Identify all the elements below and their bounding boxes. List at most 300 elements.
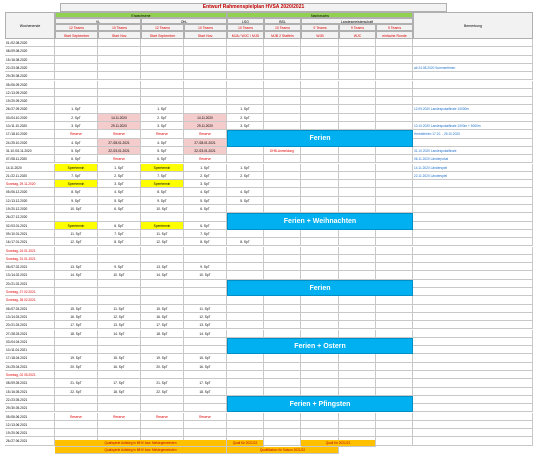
note-cell: 06.11.2020 Länderpokal <box>413 155 533 163</box>
week-cell: 14.11.2020 <box>5 164 55 172</box>
note-cell <box>413 404 533 412</box>
week-cell: Sonntag, 28.02.2021 <box>5 296 55 304</box>
schedule-cell <box>339 97 376 105</box>
week-cell: Sonntag, 31.01.2021 <box>5 255 55 263</box>
schedule-cell <box>227 330 264 338</box>
schedule-cell <box>301 371 339 379</box>
note-cell: 31.10.2020 Landespokalfinale <box>413 147 533 155</box>
week-cell: 05./06.09.2020 <box>5 81 55 89</box>
schedule-cell <box>98 64 141 72</box>
schedule-cell <box>339 371 376 379</box>
week-cell: 31.10./01.11.2020 <box>5 147 55 155</box>
schedule-cell <box>264 188 301 196</box>
schedule-cell <box>98 346 141 354</box>
week-cell: 26./27.12.2020 <box>5 213 55 221</box>
schedule-cell: 11. SpT <box>55 230 98 238</box>
schedule-cell <box>376 105 413 113</box>
schedule-cell: 13. SpT <box>55 263 98 271</box>
sheet-title-bar <box>60 3 447 12</box>
ferien-band: Ferien <box>227 280 413 297</box>
schedule-cell <box>376 271 413 279</box>
schedule-cell <box>339 388 376 396</box>
schedule-cell <box>339 263 376 271</box>
schedule-cell <box>339 313 376 321</box>
schedule-cell <box>184 421 227 429</box>
schedule-cell <box>55 255 98 263</box>
schedule-cell <box>339 354 376 362</box>
week-cell: 29./30.08.2020 <box>5 72 55 80</box>
schedule-cell <box>227 180 264 188</box>
schedule-cell <box>141 213 184 221</box>
schedule-cell <box>339 164 376 172</box>
schedule-cell: Sperrtermin <box>141 180 184 188</box>
schedule-cell <box>339 155 376 163</box>
schedule-cell: 12. SpT <box>98 313 141 321</box>
schedule-cell: 22. SpT <box>55 388 98 396</box>
week-cell: 07./08.11.2020 <box>5 155 55 163</box>
week-cell: 03./04.04.2021 <box>5 338 55 346</box>
schedule-cell: Reserve <box>184 130 227 138</box>
schedule-cell <box>227 47 264 55</box>
schedule-cell: 14.11.2020 <box>98 114 141 122</box>
schedule-cell <box>301 321 339 329</box>
schedule-cell <box>376 388 413 396</box>
schedule-cell <box>55 396 98 404</box>
schedule-cell <box>339 64 376 72</box>
schedule-cell <box>376 413 413 421</box>
schedule-cell: 4. SpT <box>55 139 98 147</box>
schedule-cell: 7. SpT <box>55 172 98 180</box>
header-teams-bsl: 10 Teams <box>264 24 301 31</box>
schedule-cell <box>55 421 98 429</box>
week-cell: 06./07.02.2021 <box>5 263 55 271</box>
schedule-cell <box>227 363 264 371</box>
week-cell: 22./23.05.2021 <box>5 396 55 404</box>
schedule-cell <box>301 429 339 437</box>
note-cell <box>413 321 533 329</box>
schedule-cell: 1. SpT <box>55 105 98 113</box>
schedule-cell <box>339 296 376 304</box>
schedule-cell <box>376 180 413 188</box>
header-teams-ohl-2: 10 Teams <box>184 24 227 31</box>
note-cell <box>413 263 533 271</box>
schedule-cell <box>301 379 339 387</box>
schedule-cell <box>55 338 98 346</box>
schedule-cell <box>264 39 301 47</box>
note-cell <box>413 280 533 288</box>
week-cell: 01./02.08.2020 <box>5 39 55 47</box>
schedule-cell <box>376 321 413 329</box>
schedule-cell: Reserve <box>184 155 227 163</box>
schedule-cell <box>264 305 301 313</box>
schedule-cell <box>376 313 413 321</box>
week-cell: 27./28.03.2021 <box>5 330 55 338</box>
schedule-cell: 5. SpT <box>55 147 98 155</box>
schedule-cell: 15. SpT <box>184 354 227 362</box>
schedule-cell <box>55 296 98 304</box>
schedule-cell: Reserve <box>184 413 227 421</box>
schedule-cell <box>264 321 301 329</box>
schedule-cell <box>227 56 264 64</box>
schedule-cell <box>184 39 227 47</box>
schedule-cell <box>264 247 301 255</box>
schedule-cell <box>98 404 141 412</box>
schedule-cell: 19. SpT <box>55 354 98 362</box>
schedule-cell <box>227 429 264 437</box>
schedule-cell: 10. SpT <box>184 271 227 279</box>
schedule-cell <box>141 81 184 89</box>
schedule-cell: 16. SpT <box>55 313 98 321</box>
schedule-cell <box>227 271 264 279</box>
note-cell: ab 24.08.2020 Sommerferien <box>413 64 533 72</box>
schedule-cell <box>376 81 413 89</box>
schedule-cell: Sperrtermin <box>55 222 98 230</box>
week-cell: 19./20.12.2020 <box>5 205 55 213</box>
ferien-band: Ferien + Pfingsten <box>227 396 413 413</box>
note-cell <box>413 330 533 338</box>
schedule-cell <box>55 247 98 255</box>
schedule-cell <box>376 305 413 313</box>
schedule-cell <box>98 338 141 346</box>
schedule-cell <box>55 81 98 89</box>
week-cell: 08./09.05.2021 <box>5 379 55 387</box>
schedule-cell <box>376 164 413 172</box>
schedule-cell <box>376 230 413 238</box>
schedule-cell <box>301 230 339 238</box>
schedule-cell: 17. SpT <box>55 321 98 329</box>
week-cell: 12./13.12.2020 <box>5 197 55 205</box>
schedule-cell <box>98 89 141 97</box>
schedule-cell <box>301 354 339 362</box>
week-cell: Sonntag, 27.02.2021 <box>5 288 55 296</box>
schedule-cell <box>376 122 413 130</box>
header-start-3: Start September <box>141 31 184 39</box>
header-ohl: OhL <box>141 18 227 24</box>
sheet-title: Entwurf Rahmenspielplan HVSA 2020/2021 <box>202 4 305 10</box>
schedule-cell <box>339 230 376 238</box>
schedule-cell <box>141 56 184 64</box>
schedule-cell: 14. SpT <box>141 271 184 279</box>
schedule-cell <box>376 363 413 371</box>
schedule-cell <box>376 172 413 180</box>
schedule-cell: 17. SpT <box>98 379 141 387</box>
schedule-cell <box>264 296 301 304</box>
header-vl: VL <box>55 18 141 24</box>
schedule-cell <box>376 263 413 271</box>
schedule-cell <box>301 105 339 113</box>
schedule-cell <box>376 147 413 155</box>
schedule-cell <box>55 404 98 412</box>
schedule-cell: 22. SpT <box>141 388 184 396</box>
note-cell <box>413 437 533 445</box>
schedule-cell: 13. SpT <box>141 263 184 271</box>
week-cell: 19./20.06.2021 <box>5 429 55 437</box>
schedule-cell <box>301 114 339 122</box>
schedule-cell <box>264 379 301 387</box>
schedule-cell <box>55 89 98 97</box>
week-cell: Sonntag, 24.01.2021 <box>5 247 55 255</box>
schedule-cell <box>376 421 413 429</box>
schedule-cell <box>184 280 227 288</box>
schedule-cell: 21. SpT <box>55 379 98 387</box>
week-cell: 16./17.01.2021 <box>5 238 55 246</box>
schedule-cell <box>141 47 184 55</box>
schedule-cell <box>376 330 413 338</box>
ferien-band: Ferien + Weihnachten <box>227 213 413 230</box>
schedule-cell <box>301 188 339 196</box>
week-cell: 13./14.03.2021 <box>5 313 55 321</box>
note-cell <box>413 230 533 238</box>
schedule-cell: 22./23.01.2021 <box>184 147 227 155</box>
schedule-cell: 12. SpT <box>184 313 227 321</box>
schedule-cell: 16. SpT <box>98 363 141 371</box>
schedule-cell <box>141 404 184 412</box>
note-cell <box>413 354 533 362</box>
schedule-cell <box>301 122 339 130</box>
schedule-cell: 2. SpT <box>55 114 98 122</box>
schedule-cell <box>141 280 184 288</box>
schedule-cell <box>184 296 227 304</box>
schedule-cell: 8. SpT <box>184 238 227 246</box>
schedule-cell: Reserve <box>55 413 98 421</box>
schedule-cell <box>227 413 264 421</box>
schedule-cell <box>301 197 339 205</box>
schedule-cell <box>184 404 227 412</box>
note-cell <box>413 421 533 429</box>
note-cell <box>413 255 533 263</box>
note-cell <box>413 247 533 255</box>
schedule-cell <box>301 271 339 279</box>
schedule-cell <box>227 230 264 238</box>
schedule-cell <box>141 371 184 379</box>
week-cell: 12./13.06.2021 <box>5 421 55 429</box>
schedule-cell: 9. SpT <box>141 197 184 205</box>
schedule-cell: 6. SpT <box>98 205 141 213</box>
schedule-cell <box>227 354 264 362</box>
schedule-cell: 9. SpT <box>98 263 141 271</box>
footer-qualispiele-2: Qualispiele Aufstieg in MHV bzw. Meldegemeinden <box>55 447 227 454</box>
schedule-cell <box>227 371 264 379</box>
schedule-cell <box>376 89 413 97</box>
note-cell <box>413 89 533 97</box>
schedule-cell: 17. SpT <box>141 321 184 329</box>
schedule-cell <box>264 421 301 429</box>
schedule-cell <box>301 363 339 371</box>
schedule-cell: 19. SpT <box>141 354 184 362</box>
note-cell <box>413 371 533 379</box>
note-cell: 14.11.2020 Länderspiel <box>413 164 533 172</box>
schedule-cell <box>376 437 413 445</box>
schedule-cell <box>339 172 376 180</box>
schedule-cell <box>98 56 141 64</box>
schedule-cell <box>264 263 301 271</box>
schedule-cell: 11. SpT <box>184 305 227 313</box>
schedule-cell <box>301 97 339 105</box>
header-start-4: Start Nov. <box>184 31 227 39</box>
schedule-cell <box>339 330 376 338</box>
schedule-cell: 10. SpT <box>55 205 98 213</box>
schedule-cell: Reserve <box>98 130 141 138</box>
week-cell: 09./10.01.2021 <box>5 230 55 238</box>
schedule-cell <box>55 371 98 379</box>
schedule-cell: 5. SpT <box>141 147 184 155</box>
schedule-cell <box>376 247 413 255</box>
schedule-cell <box>141 429 184 437</box>
schedule-cell: 11. SpT <box>98 305 141 313</box>
schedule-cell <box>227 321 264 329</box>
schedule-cell <box>227 39 264 47</box>
schedule-cell <box>339 238 376 246</box>
schedule-cell: Sperrtermin <box>141 164 184 172</box>
footer-qualispiele-1: Qualispiele Aufstieg in MHV bzw. Meldegemeinden <box>55 440 227 447</box>
schedule-cell <box>184 97 227 105</box>
schedule-cell <box>376 114 413 122</box>
schedule-cell <box>184 255 227 263</box>
schedule-cell <box>301 296 339 304</box>
schedule-cell: 21. SpT <box>141 379 184 387</box>
schedule-cell <box>141 421 184 429</box>
week-cell: 24./25.10.2020 <box>5 139 55 147</box>
schedule-cell: 3. SpT <box>98 180 141 188</box>
schedule-cell <box>339 147 376 155</box>
note-cell <box>413 205 533 213</box>
schedule-cell: 9. SpT <box>184 263 227 271</box>
schedule-cell <box>227 255 264 263</box>
schedule-cell: 18. SpT <box>184 388 227 396</box>
schedule-cell <box>339 413 376 421</box>
schedule-cell <box>55 64 98 72</box>
schedule-cell <box>264 89 301 97</box>
schedule-cell <box>184 72 227 80</box>
schedule-cell: 15. SpT <box>55 305 98 313</box>
schedule-cell <box>339 105 376 113</box>
schedule-cell <box>301 47 339 55</box>
schedule-cell <box>339 114 376 122</box>
schedule-cell <box>98 280 141 288</box>
schedule-cell: 10. SpT <box>98 271 141 279</box>
schedule-cell <box>264 230 301 238</box>
schedule-cell <box>264 413 301 421</box>
note-cell <box>413 413 533 421</box>
schedule-cell: 4. SpT <box>184 188 227 196</box>
schedule-cell <box>98 47 141 55</box>
schedule-cell <box>339 72 376 80</box>
schedule-cell <box>227 313 264 321</box>
note-cell <box>413 271 533 279</box>
schedule-cell: 6. SpT <box>55 155 98 163</box>
header-week: Wochenende <box>5 12 55 39</box>
schedule-cell: 10. SpT <box>141 205 184 213</box>
schedule-cell <box>184 213 227 221</box>
schedule-cell <box>339 429 376 437</box>
schedule-cell <box>264 388 301 396</box>
schedule-cell <box>301 39 339 47</box>
note-cell <box>413 97 533 105</box>
schedule-cell <box>184 338 227 346</box>
schedule-cell: 8. SpT <box>227 238 264 246</box>
schedule-cell <box>264 81 301 89</box>
schedule-cell <box>301 388 339 396</box>
schedule-cell <box>301 247 339 255</box>
schedule-cell <box>301 89 339 97</box>
schedule-cell: 6. SpT <box>184 205 227 213</box>
week-cell: 03./04.10.2020 <box>5 114 55 122</box>
schedule-cell <box>264 122 301 130</box>
schedule-cell: 3. SpT <box>55 122 98 130</box>
schedule-cell <box>55 97 98 105</box>
note-cell <box>413 197 533 205</box>
note-cell <box>413 180 533 188</box>
schedule-cell <box>264 363 301 371</box>
schedule-cell <box>141 89 184 97</box>
schedule-cell <box>227 247 264 255</box>
schedule-cell <box>55 213 98 221</box>
schedule-cell <box>184 371 227 379</box>
schedule-cell: Reserve <box>141 413 184 421</box>
schedule-cell <box>98 421 141 429</box>
schedule-cell: 17. SpT <box>184 379 227 387</box>
schedule-cell: 7. SpT <box>184 230 227 238</box>
week-cell: 12./13.09.2020 <box>5 89 55 97</box>
note-cell <box>413 39 533 47</box>
header-extra: einfache Runde <box>376 31 413 39</box>
schedule-cell <box>227 421 264 429</box>
schedule-cell: Sperrtermin <box>55 164 98 172</box>
schedule-cell <box>264 255 301 263</box>
header-lsg: LSG <box>227 18 264 24</box>
note-cell <box>413 288 533 296</box>
schedule-cell <box>376 429 413 437</box>
schedule-cell <box>264 437 301 445</box>
schedule-cell <box>339 305 376 313</box>
schedule-cell <box>264 429 301 437</box>
schedule-cell <box>301 330 339 338</box>
week-cell: Sonntag, 02.05.2021 <box>5 371 55 379</box>
schedule-cell: DHB-Anmeldung <box>264 147 301 155</box>
schedule-cell <box>301 64 339 72</box>
schedule-cell: 15. SpT <box>98 354 141 362</box>
schedule-cell: 29.11.2020 <box>98 122 141 130</box>
schedule-cell <box>141 338 184 346</box>
schedule-cell: 16. SpT <box>184 363 227 371</box>
schedule-cell <box>376 39 413 47</box>
schedule-cell: 12. SpT <box>55 238 98 246</box>
header-nachwuchs: Nachwuchs <box>227 12 413 18</box>
schedule-cell <box>141 39 184 47</box>
header-landesmeisterschaft: Landesmeisterschaft <box>301 18 413 24</box>
schedule-cell <box>184 47 227 55</box>
schedule-cell: 5. SpT <box>184 197 227 205</box>
schedule-cell <box>376 296 413 304</box>
schedule-cell: 29.11.2020 <box>184 122 227 130</box>
schedule-cell <box>339 180 376 188</box>
schedule-cell <box>339 122 376 130</box>
schedule-cell <box>301 56 339 64</box>
schedule-cell <box>264 105 301 113</box>
schedule-cell <box>98 39 141 47</box>
schedule-cell <box>339 321 376 329</box>
schedule-cell <box>98 429 141 437</box>
schedule-cell: 14.11.2020 <box>184 114 227 122</box>
schedule-cell <box>264 114 301 122</box>
schedule-cell: 6. SpT <box>141 155 184 163</box>
schedule-cell <box>141 396 184 404</box>
schedule-cell <box>376 354 413 362</box>
schedule-cell: 2. SpT <box>227 172 264 180</box>
schedule-cell <box>55 47 98 55</box>
header-erwachsene: Erwachsene <box>55 12 227 18</box>
header-teams-vl-2: 10 Teams <box>98 24 141 31</box>
